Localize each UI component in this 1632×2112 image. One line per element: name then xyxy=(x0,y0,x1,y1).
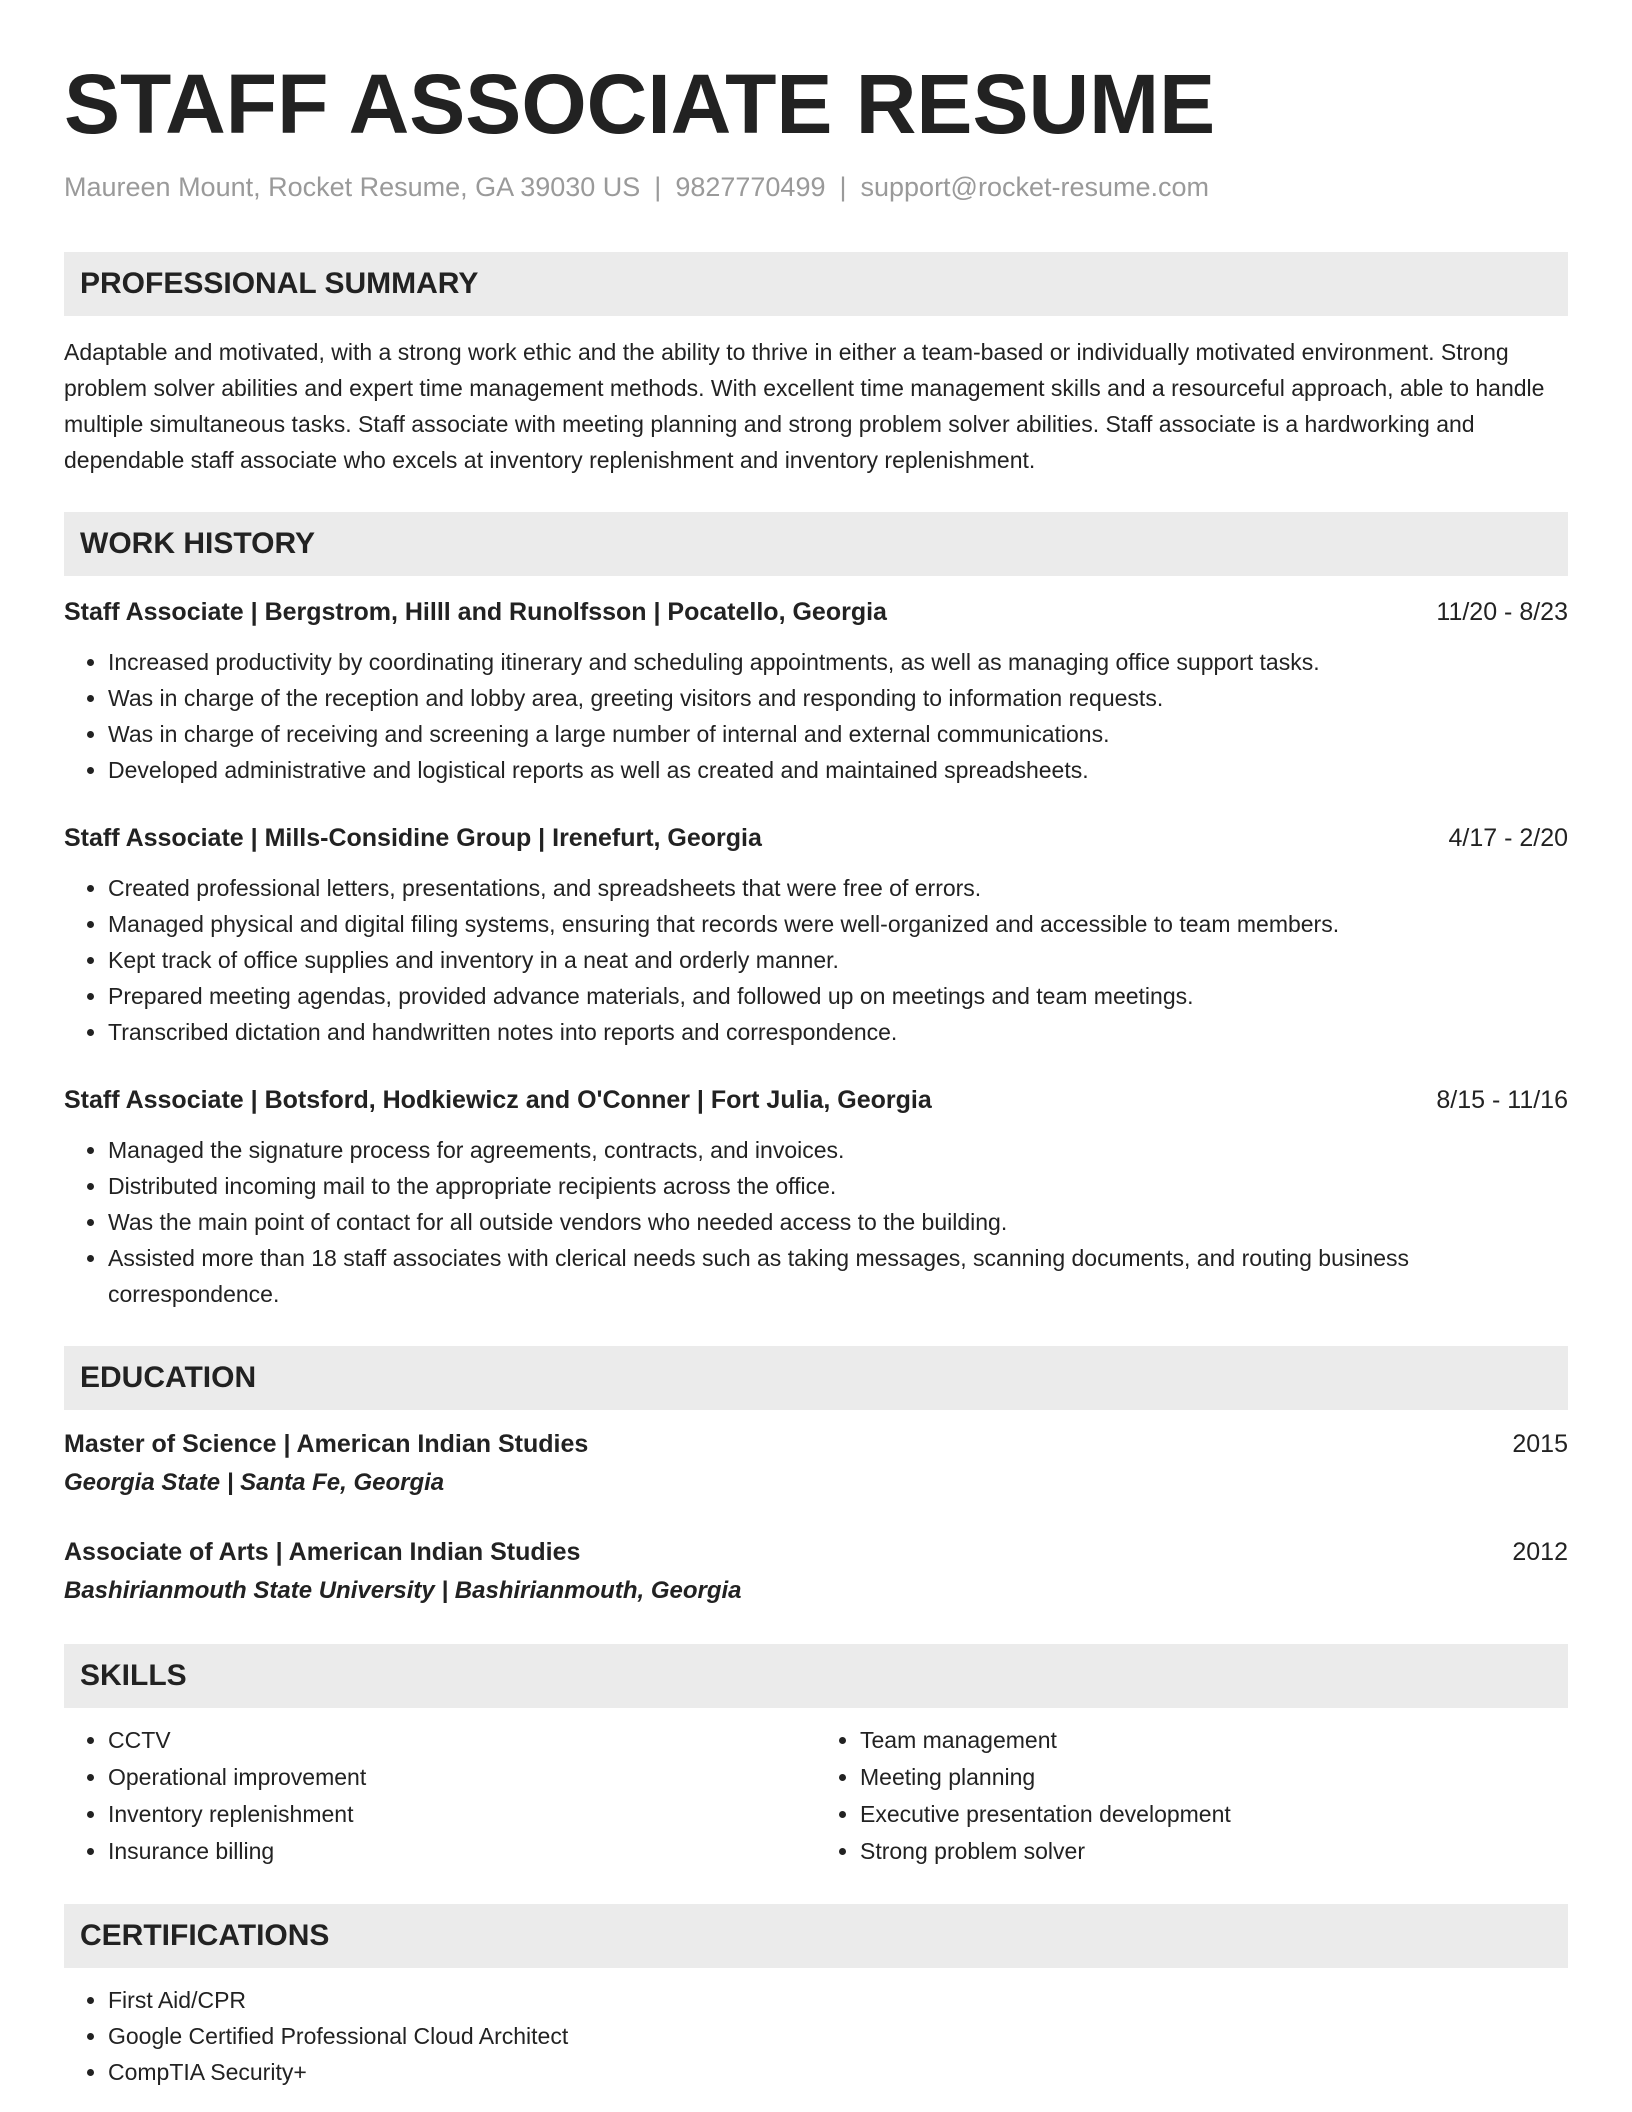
job-bullet: • Managed the signature process for agreements, contracts, and invoices. xyxy=(108,1132,1568,1168)
skill-item: • Insurance billing xyxy=(108,1833,816,1870)
skills-column-left xyxy=(64,1722,816,1870)
summary-text: Adaptable and motivated, with a strong work ethic and the ability to thrive in either a team-based or individually motivated environment. Strong problem solver abilities and expert time management methods. With excellent time management skills and a resourceful approach, able to handle multiple simultaneous tasks. Staff associate with meeting planning and strong problem solver abilities. Staff associate is a hardworking and dependable staff associate who excels at inventory replenishment and inventory replenishment. xyxy=(64,339,1545,473)
education-header xyxy=(64,1426,1568,1462)
education-year: 2015 xyxy=(1512,1430,1568,1458)
job-bullet: • Assisted more than 18 staff associates with clerical needs such as taking messages, scanning documents, and routing business correspondence. xyxy=(108,1240,1568,1312)
education-degree: Associate of Arts | American Indian Studies xyxy=(64,1538,581,1566)
section-heading-work-history: WORK HISTORY xyxy=(64,512,1568,576)
job-bullets xyxy=(64,1132,1568,1312)
job-dates: 11/20 - 8/23 xyxy=(1436,598,1568,626)
certification-item: • Google Certified Professional Cloud Architect xyxy=(108,2018,1568,2054)
job-entry xyxy=(64,594,1568,788)
contact-separator: | xyxy=(654,172,662,202)
job-bullet: • Increased productivity by coordinating itinerary and scheduling appointments, as well as managing office support tasks. xyxy=(108,644,1568,680)
skill-item: • Inventory replenishment xyxy=(108,1796,816,1833)
job-bullet: • Was in charge of receiving and screening a large number of internal and external communications. xyxy=(108,716,1568,752)
skill-item: • CCTV xyxy=(108,1722,816,1759)
job-entry xyxy=(64,1082,1568,1312)
job-header xyxy=(64,1082,1568,1118)
education-header xyxy=(64,1534,1568,1570)
contact-separator: | xyxy=(839,172,847,202)
certification-item: • CompTIA Security+ xyxy=(108,2054,1568,2090)
skill-item: • Strong problem solver xyxy=(860,1833,1568,1870)
job-bullets xyxy=(64,644,1568,788)
education-year: 2012 xyxy=(1512,1538,1568,1566)
certification-item: • First Aid/CPR xyxy=(108,1982,1568,2018)
job-bullet: • Developed administrative and logistical reports as well as created and maintained spreadsheets. xyxy=(108,752,1568,788)
job-bullet: • Distributed incoming mail to the appropriate recipients across the office. xyxy=(108,1168,1568,1204)
job-bullet: • Was in charge of the reception and lobby area, greeting visitors and responding to information requests. xyxy=(108,680,1568,716)
contact-email: support@rocket-resume.com xyxy=(860,172,1210,202)
contact-line xyxy=(64,170,1568,204)
job-bullet: • Prepared meeting agendas, provided advance materials, and followed up on meetings and team meetings. xyxy=(108,978,1568,1014)
job-title: Staff Associate | Bergstrom, Hilll and Runolfsson | Pocatello, Georgia xyxy=(64,598,887,626)
section-heading-skills: SKILLS xyxy=(64,1644,1568,1708)
job-bullets xyxy=(64,870,1568,1050)
job-entry xyxy=(64,820,1568,1050)
section-heading-education: EDUCATION xyxy=(64,1346,1568,1410)
job-bullet: • Was the main point of contact for all outside vendors who needed access to the building. xyxy=(108,1204,1568,1240)
job-bullet: • Transcribed dictation and handwritten notes into reports and correspondence. xyxy=(108,1014,1568,1050)
job-title: Staff Associate | Botsford, Hodkiewicz and O'Conner | Fort Julia, Georgia xyxy=(64,1086,932,1114)
education-school: Georgia State | Santa Fe, Georgia xyxy=(64,1469,445,1496)
job-dates: 8/15 - 11/16 xyxy=(1436,1086,1568,1114)
job-bullet: • Managed physical and digital filing systems, ensuring that records were well-organized and accessible to team members. xyxy=(108,906,1568,942)
education-entry xyxy=(64,1426,1568,1502)
resume-title: STAFF ASSOCIATE RESUME xyxy=(64,57,1216,151)
skill-item: • Operational improvement xyxy=(108,1759,816,1796)
education-degree: Master of Science | American Indian Studies xyxy=(64,1430,589,1458)
job-header xyxy=(64,820,1568,856)
skills-column-right xyxy=(816,1722,1568,1870)
skills-list xyxy=(64,1722,1568,1870)
section-heading-certifications: CERTIFICATIONS xyxy=(64,1904,1568,1968)
education-entry xyxy=(64,1534,1568,1610)
skill-item: • Team management xyxy=(860,1722,1568,1759)
job-title: Staff Associate | Mills-Considine Group | Irenefurt, Georgia xyxy=(64,824,762,852)
contact-address: Maureen Mount, Rocket Resume, GA 39030 US xyxy=(64,172,641,202)
job-dates: 4/17 - 2/20 xyxy=(1448,824,1568,852)
education-school: Bashirianmouth State University | Bashirianmouth, Georgia xyxy=(64,1577,742,1604)
section-heading-summary: PROFESSIONAL SUMMARY xyxy=(64,252,1568,316)
contact-phone: 9827770499 xyxy=(675,172,826,202)
job-header xyxy=(64,594,1568,630)
skill-item: • Meeting planning xyxy=(860,1759,1568,1796)
job-bullet: • Created professional letters, presentations, and spreadsheets that were free of errors. xyxy=(108,870,1568,906)
skill-item: • Executive presentation development xyxy=(860,1796,1568,1833)
job-bullet: • Kept track of office supplies and inventory in a neat and orderly manner. xyxy=(108,942,1568,978)
certifications-list xyxy=(64,1982,1568,2090)
